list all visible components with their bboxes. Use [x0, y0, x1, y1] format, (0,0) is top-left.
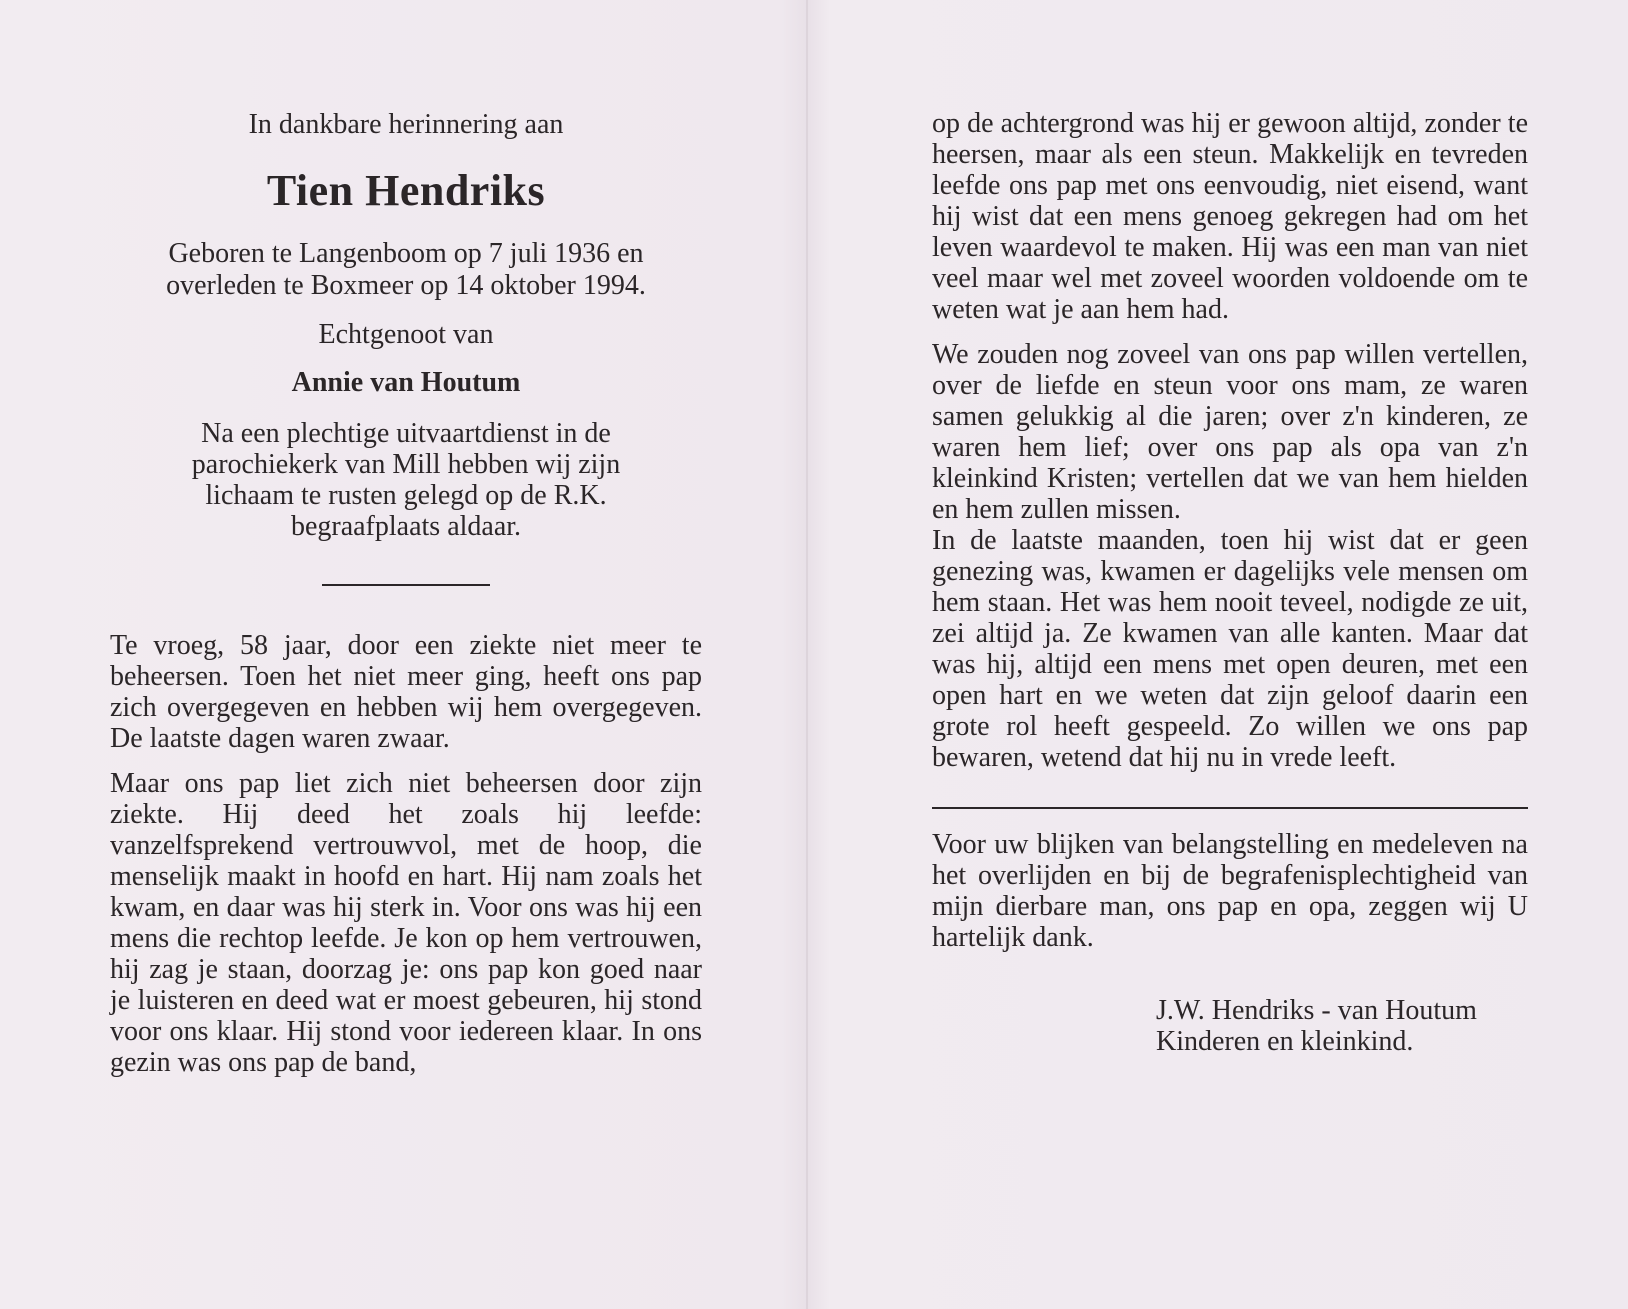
text-paragraph: op de achtergrond was hij er gewoon altijd, zonder te heersen, maar als een steun. Makkelijk en tevreden leefde ons pap met ons eenvoudig, niet eisend, want hij wist dat een mens genoeg gekregen had om het leven waardevol te maken. Hij was een man van niet veel maar wel met zoveel woorden voldoende om te weten wat je aan hem had. — [932, 108, 1528, 325]
left-text-body — [110, 630, 702, 1078]
birth-death-details: Geboren te Langenboom op 7 juli 1936 en overleden te Boxmeer op 14 oktober 1994. — [166, 238, 646, 301]
funeral-notice: Na een plechtige uitvaartdienst in de parochiekerk van Mill hebben wij zijn lichaam te rusten gelegd op de R.K. begraafplaats aldaar. — [191, 418, 621, 542]
intro-line: In dankbare herinnering aan — [248, 109, 564, 140]
divider — [932, 807, 1528, 809]
left-page — [110, 108, 702, 1078]
text-paragraph: In de laatste maanden, toen hij wist dat er geen genezing was, kwamen er dagelijks vele mensen om hem staan. Het was hem nooit teveel, nodigde ze uit, zei altijd ja. Ze kwamen van alle kanten. Maar dat was hij, altijd een mens met open deuren, met een open hart en we weten dat zijn geloof daarin een grote rol heeft gespeeld. Zo willen we ons pap bewaren, wetend dat hij nu in vrede leeft. — [932, 525, 1528, 773]
text-paragraph: Maar ons pap liet zich niet beheersen door zijn ziekte. Hij deed het zoals hij leefde: vanzelfsprekend vertrouwvol, met de hoop, die menselijk maakt in hoofd en hart. Hij nam zoals het kwam, en daar was hij sterk in. Voor ons was hij een mens die rechtop leefde. Je kon op hem vertrouwen, hij zag je staan, doorzag je: ons pap kon goed naar je luisteren en deed wat er moest gebeuren, hij stond voor ons klaar. Hij stond voor iedereen klaar. In ons gezin was ons pap de band, — [110, 768, 702, 1078]
text-paragraph: Te vroeg, 58 jaar, door een ziekte niet meer te beheersen. Toen het niet meer ging, heeft ons pap zich overgegeven en hebben wij hem overgegeven. De laatste dagen waren zwaar. — [110, 630, 702, 754]
signature-block — [932, 995, 1528, 1057]
text-paragraph: We zouden nog zoveel van ons pap willen vertellen, over de liefde en steun voor ons mam, ze waren samen gelukkig al die jaren; over z'n kinderen, ze waren hem lief; over ons pap als opa van z'n kleinkind Kristen; vertellen dat we van hem hielden en hem zullen missen. — [932, 339, 1528, 525]
right-page — [932, 108, 1528, 1057]
thank-you-note: Voor uw blijken van belangstelling en medeleven na het overlijden en bij de begrafenisplechtigheid van mijn dierbare man, ons pap en opa, zeggen wij U hartelijk dank. — [932, 829, 1528, 953]
signature-line: J.W. Hendriks - van Houtum — [1156, 995, 1477, 1026]
deceased-name: Tien Hendriks — [266, 166, 546, 215]
signature-line: Kinderen en kleinkind. — [1156, 1026, 1414, 1057]
spouse-label: Echtgenoot van — [318, 319, 494, 350]
divider — [322, 584, 490, 586]
spouse-name: Annie van Houtum — [291, 367, 521, 398]
card-fold-line — [806, 0, 808, 1309]
